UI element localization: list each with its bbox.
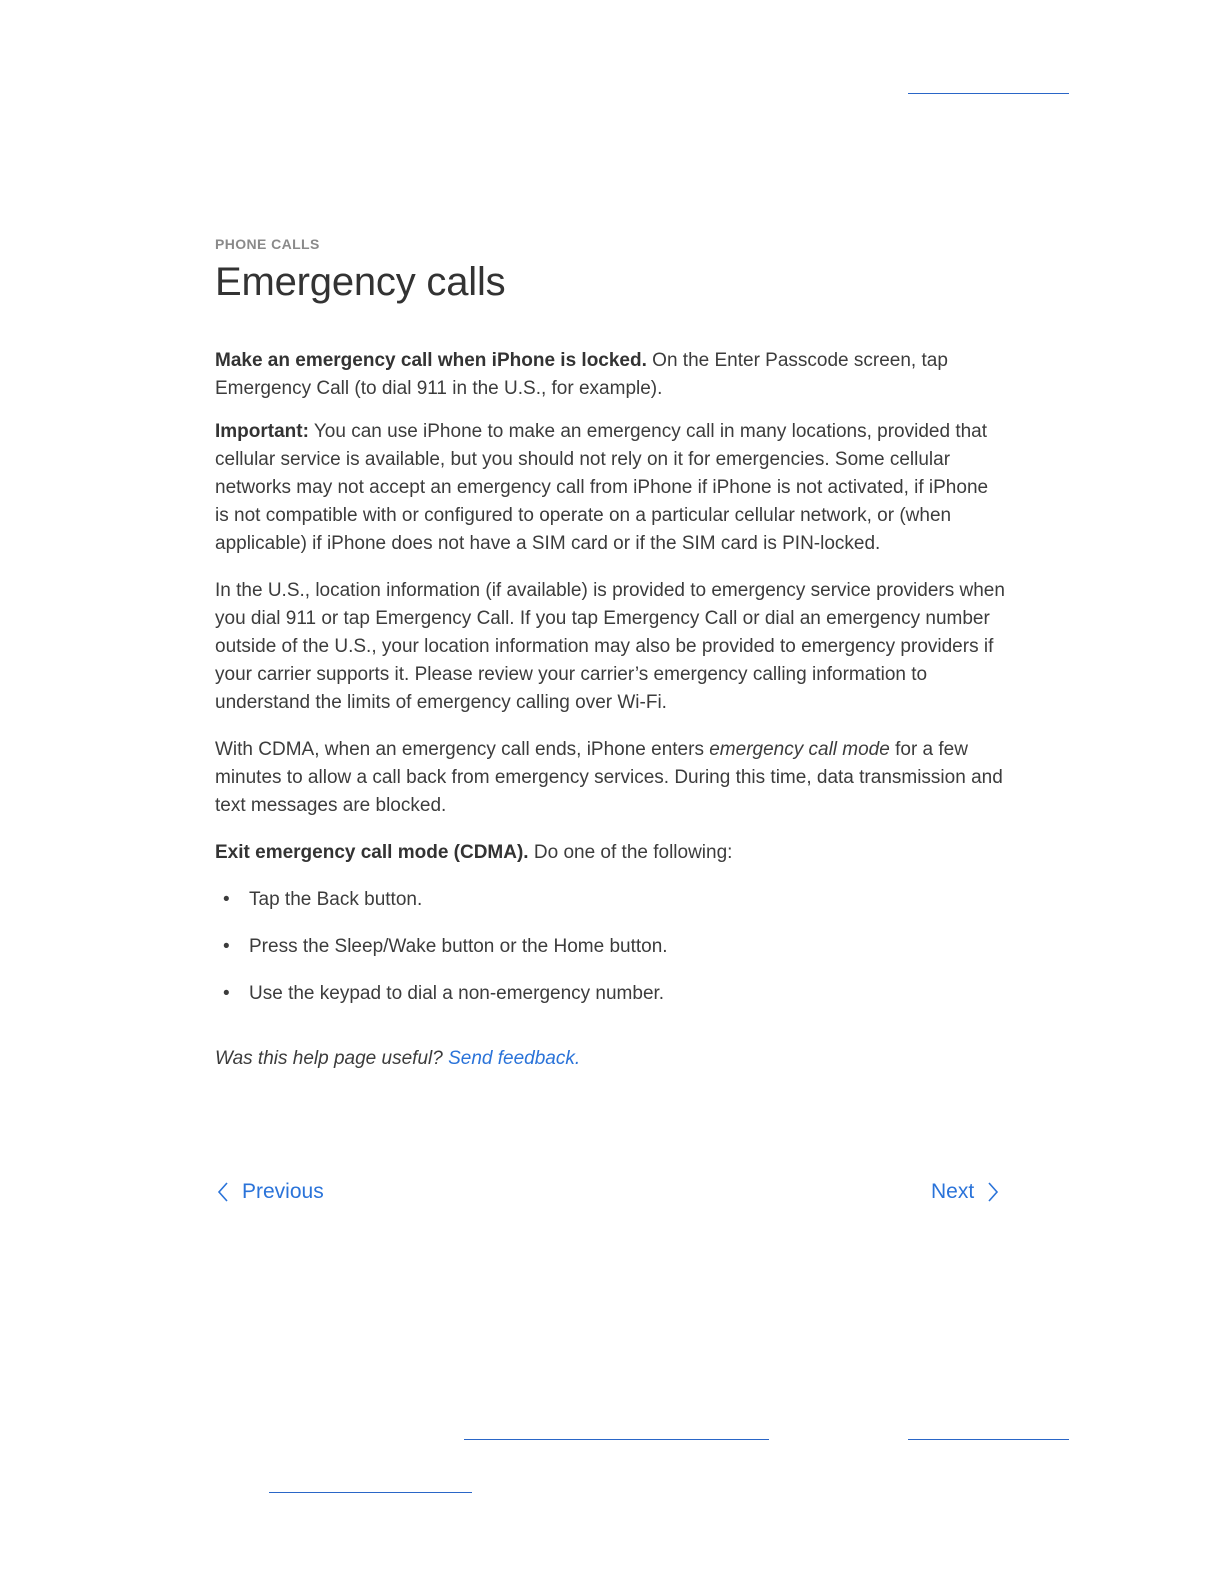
list-item-text: Tap the Back button. <box>249 889 423 910</box>
footer-link-underline <box>269 1492 472 1493</box>
paragraph-locked <box>215 347 1005 403</box>
list-item-text: Use the keypad to dial a non-emergency number. <box>249 983 665 1004</box>
paragraph-exit-heading: Exit emergency call mode (CDMA). <box>215 842 529 863</box>
list-item-text: Press the Sleep/Wake button or the Home button. <box>249 936 668 957</box>
page-title: Emergency calls <box>215 260 506 304</box>
article <box>215 234 1005 1073</box>
paragraph-locked-text: On the Enter Passcode screen, tap Emergency Call (to dial 911 in the U.S., for example). <box>215 350 948 399</box>
paragraph-locked-heading: Make an emergency call when iPhone is locked. <box>215 350 647 371</box>
previous-label: Previous <box>242 1180 324 1203</box>
send-feedback-link[interactable]: Send feedback. <box>448 1048 581 1069</box>
chevron-right-icon <box>982 1180 1002 1204</box>
previous-link[interactable] <box>214 1176 324 1208</box>
paragraph-exit <box>215 839 1005 867</box>
paragraph-important <box>215 418 1005 558</box>
list-item <box>215 933 1005 961</box>
paragraph-cdma <box>215 736 1005 820</box>
paragraph-cdma-after: for a few minutes to allow a call back from emergency services. During this time, data transmission and text messages are blocked. <box>215 739 1003 816</box>
footer-link-underline <box>464 1439 769 1440</box>
bullet-icon: • <box>223 936 230 957</box>
paragraph-important-text: You can use iPhone to make an emergency call in many locations, provided that cellular service is available, but you should not rely on it for emergencies. Some cellular networks may not accept an emergency call from iPhone if iPhone is not activated, if iPhone is not compatible with or configured to operate on a particular cellular network, or (when applicable) if iPhone does not have a SIM card or if the SIM card is PIN-locked. <box>215 421 989 554</box>
section-label: PHONE CALLS <box>215 236 320 252</box>
paragraph-exit-text: Do one of the following: <box>528 842 733 863</box>
feedback-line <box>215 1045 1005 1073</box>
paragraph-cdma-term: emergency call mode <box>709 739 890 760</box>
paragraph-cdma-before: With CDMA, when an emergency call ends, iPhone enters <box>215 739 710 760</box>
header-link-underline <box>908 93 1069 94</box>
next-label: Next <box>931 1180 975 1203</box>
chevron-left-icon <box>214 1180 234 1204</box>
bullet-icon: • <box>223 889 230 910</box>
next-link[interactable] <box>931 1176 1002 1208</box>
paragraph-important-heading: Important: <box>215 421 309 442</box>
bullet-icon: • <box>223 983 230 1004</box>
list-item <box>215 886 1005 914</box>
feedback-question: Was this help page useful? <box>215 1048 449 1069</box>
footer-link-underline <box>908 1439 1069 1440</box>
list-item <box>215 980 1005 1008</box>
exit-options-list <box>215 886 1005 1008</box>
paragraph-location: In the U.S., location information (if available) is provided to emergency service providers when you dial 911 or tap Emergency Call. If you tap Emergency Call or dial an emergency number outside of the U.S., your location information may also be provided to emergency providers if your carrier supports it. Please review your carrier’s emergency calling information to understand the limits of emergency calling over Wi-Fi. <box>215 580 1005 713</box>
